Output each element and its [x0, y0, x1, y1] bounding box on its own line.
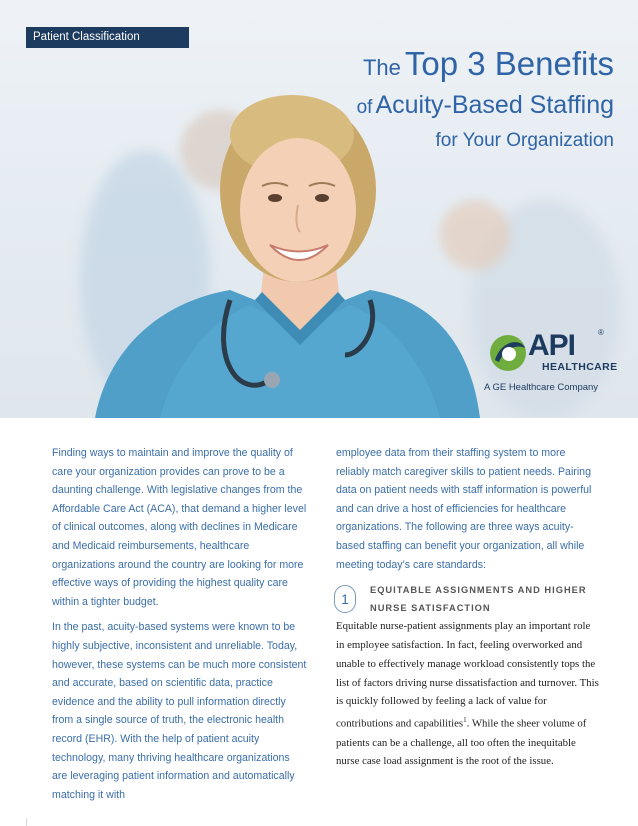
title-line-1 [357, 45, 614, 87]
title-line-3: for Your Organization [435, 130, 614, 151]
benefit-heading [336, 581, 601, 617]
margin-rule [26, 818, 27, 826]
logo-wordmark: API [528, 329, 576, 362]
benefit-title-line: NURSE SATISFACTION [370, 603, 491, 614]
logo-tagline: A GE Healthcare Company [484, 382, 599, 393]
logo-subtitle: HEALTHCARE [542, 361, 618, 373]
paragraph: In the past, acuity-based systems were known to be highly subjective, inconsistent and unreliable. Today, however, these systems can be much more consistent and accurate, based on scientific data, practice evidence and the ability to pull information directly from a single source of truth, the electronic health record (EHR). With the help of patient acuity technology, many thriving healthcare organizations are leveraging patient information and automatically matching it with [52, 621, 307, 801]
section-tag: Patient Classification [26, 27, 189, 48]
title-main: Top 3 Benefits [404, 45, 614, 82]
benefit-title-line: EQUITABLE ASSIGNMENTS AND HIGHER [370, 585, 587, 596]
paragraph: Finding ways to maintain and improve the quality of care your organization provides can prove to be a daunting challenge. With legislative changes from the Affordable Care Act (ACA), that demand a higher level of clinical outcomes, along with declines in Medicare and Medicaid reimbursements, healthcare organizations around the country are looking for more effective ways of providing the highest quality care within a tighter budget. [52, 447, 307, 608]
title-acuity: Acuity-Based Staffing [375, 91, 614, 119]
left-column [52, 444, 307, 811]
footnote-ref: 1 [463, 716, 467, 725]
paragraph: employee data from their staffing system to more reliably match caregiver skills to patient needs. Pairing data on patient needs with staff information is powerful and can drive a host of efficiencies for healthcare organizations. The following are three ways acuity-based staffing can benefit your organization, all while meeting today’s care standards: [336, 447, 592, 571]
page-title [357, 45, 614, 154]
title-line-2 [357, 89, 614, 124]
logo-swirl-icon [487, 332, 529, 374]
right-column [336, 444, 601, 778]
api-healthcare-logo [482, 327, 622, 397]
benefit-title [370, 581, 587, 617]
benefit-body-text: . While the sheer volume of patients can be a challenge, all too often the inequitable nurse case load assignment is the root of the issue. [336, 717, 587, 768]
benefit-body-text: Equitable nurse-patient assignments play an important role in employee satisfaction. In fact, feeling overworked and unable to effectively manage workload consistently tops the list of factors driving nurse dissatisfaction and turnover. This is quickly followed by feeling a lack of value for contributions and capabilities [336, 620, 599, 730]
title-of: of [356, 97, 373, 118]
benefit-number: 1 [334, 585, 356, 613]
title-the: The [362, 55, 401, 80]
benefit-body [336, 617, 601, 771]
registered-mark: ® [598, 328, 604, 337]
